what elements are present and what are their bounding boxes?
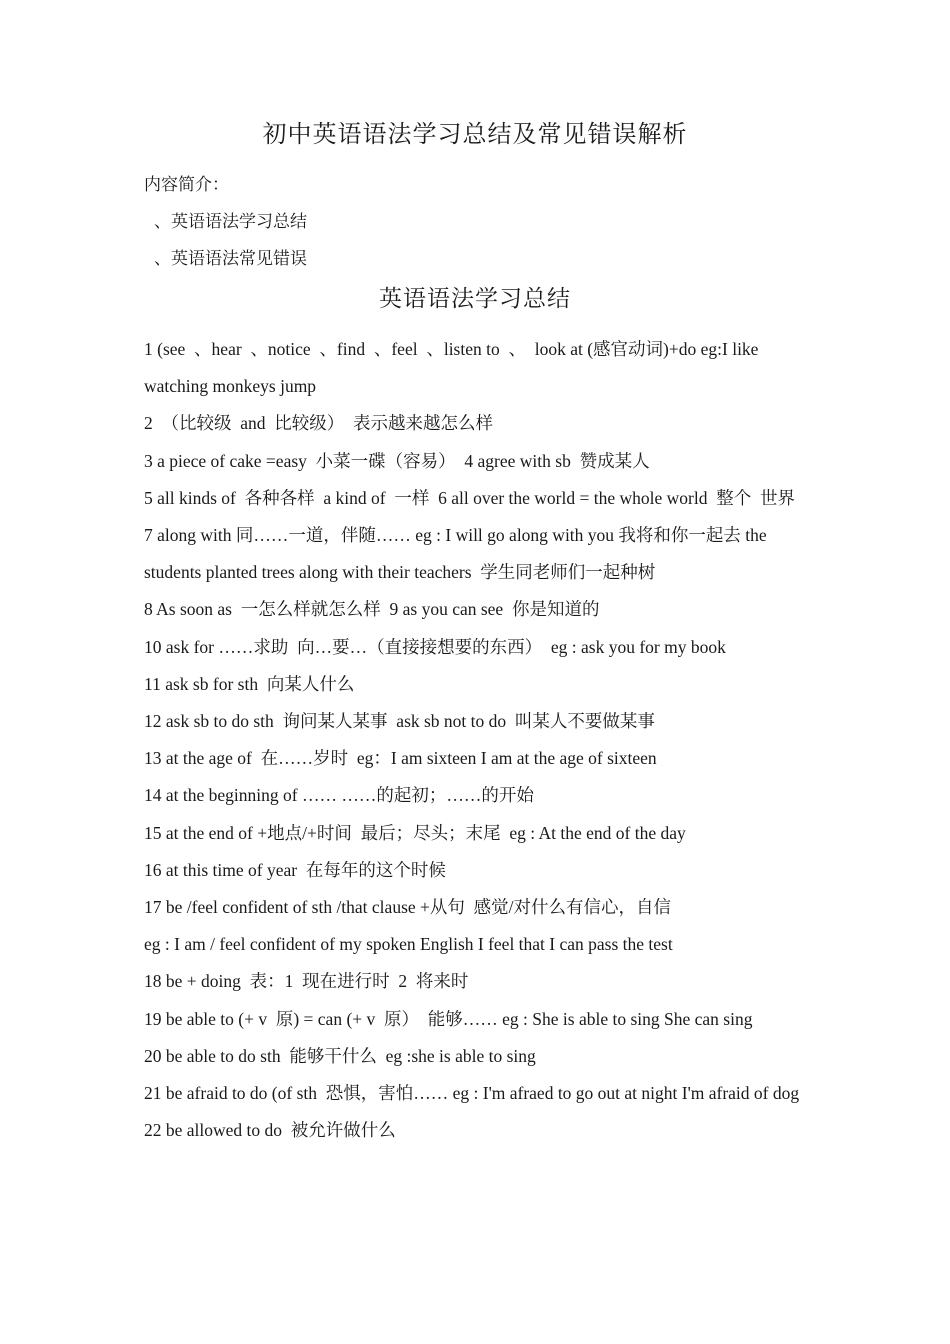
grammar-entry-19: 19 be able to (+ v 原) = can (+ v 原） 能够…… eg : She is able to sing She can sing	[144, 1008, 753, 1029]
grammar-entry-22: 22 be allowed to do 被允许做什么	[144, 1120, 396, 1141]
grammar-entry-12: 12 ask sb to do sth 询问某人某事 ask sb not to do 叫某人不要做某事	[144, 711, 655, 732]
grammar-entry-3-4: 3 a piece of cake =easy 小菜一碟（容易） 4 agree with sb 赞成某人	[144, 450, 650, 471]
grammar-entry-18: 18 be + doing 表：1 现在进行时 2 将来时	[144, 971, 469, 992]
document-title: 初中英语语法学习总结及常见错误解析	[262, 120, 688, 148]
grammar-entry-10: 10 ask for ……求助 向…要…（直接接想要的东西） eg : ask you for my book	[144, 636, 726, 657]
grammar-entry-14: 14 at the beginning of …… ……的起初；……的开始	[144, 785, 534, 806]
grammar-entry-20: 20 be able to do sth 能够干什么 eg :she is able to sing	[144, 1045, 536, 1066]
grammar-entry-21: 21 be afraid to do (of sth 恐惧，害怕…… eg : I'm afraed to go out at night I'm afraid of dog	[144, 1083, 800, 1104]
grammar-entry-11: 11 ask sb for sth 向某人什么	[144, 673, 355, 694]
grammar-entry-8-9: 8 As soon as 一怎么样就怎么样 9 as you can see 你是知道的	[144, 599, 600, 620]
intro-label: 内容简介：	[144, 175, 229, 195]
grammar-entry-17-example: eg : I am / feel confident of my spoken English I feel that I can pass the test	[144, 934, 673, 955]
grammar-entry-1: 1 (see 、hear 、notice 、find 、feel 、listen to 、 look at (感官动词)+do eg:I like watching monkeys jump	[144, 339, 763, 397]
section-title: 英语语法学习总结	[379, 286, 571, 312]
grammar-entry-15: 15 at the end of +地点/+时间 最后；尽头；末尾 eg : At the end of the day	[144, 822, 686, 843]
toc-item-grammar-summary: 、英语语法学习总结	[154, 212, 307, 232]
grammar-entry-5-6: 5 all kinds of 各种各样 a kind of 一样 6 all over the world = the whole world 整个 世界	[144, 487, 795, 508]
toc-item-common-errors: 、英语语法常见错误	[154, 249, 307, 269]
grammar-entry-list	[144, 331, 814, 1149]
grammar-entry-16: 16 at this time of year 在每年的这个时候	[144, 859, 446, 880]
grammar-entry-13: 13 at the age of 在……岁时 eg：I am sixteen I am at the age of sixteen	[144, 748, 657, 769]
intro-section	[144, 172, 824, 283]
grammar-entry-7: 7 along with 同……一道，伴随…… eg : I will go along with you 我将和你一起去 the students planted trees along with their teachers 学生同老师们一起种树	[144, 525, 772, 583]
grammar-entry-2: 2 （比较级 and 比较级） 表示越来越怎么样	[144, 413, 494, 434]
grammar-entry-17: 17 be /feel confident of sth /that clause +从句 感觉/对什么有信心，自信	[144, 897, 671, 918]
